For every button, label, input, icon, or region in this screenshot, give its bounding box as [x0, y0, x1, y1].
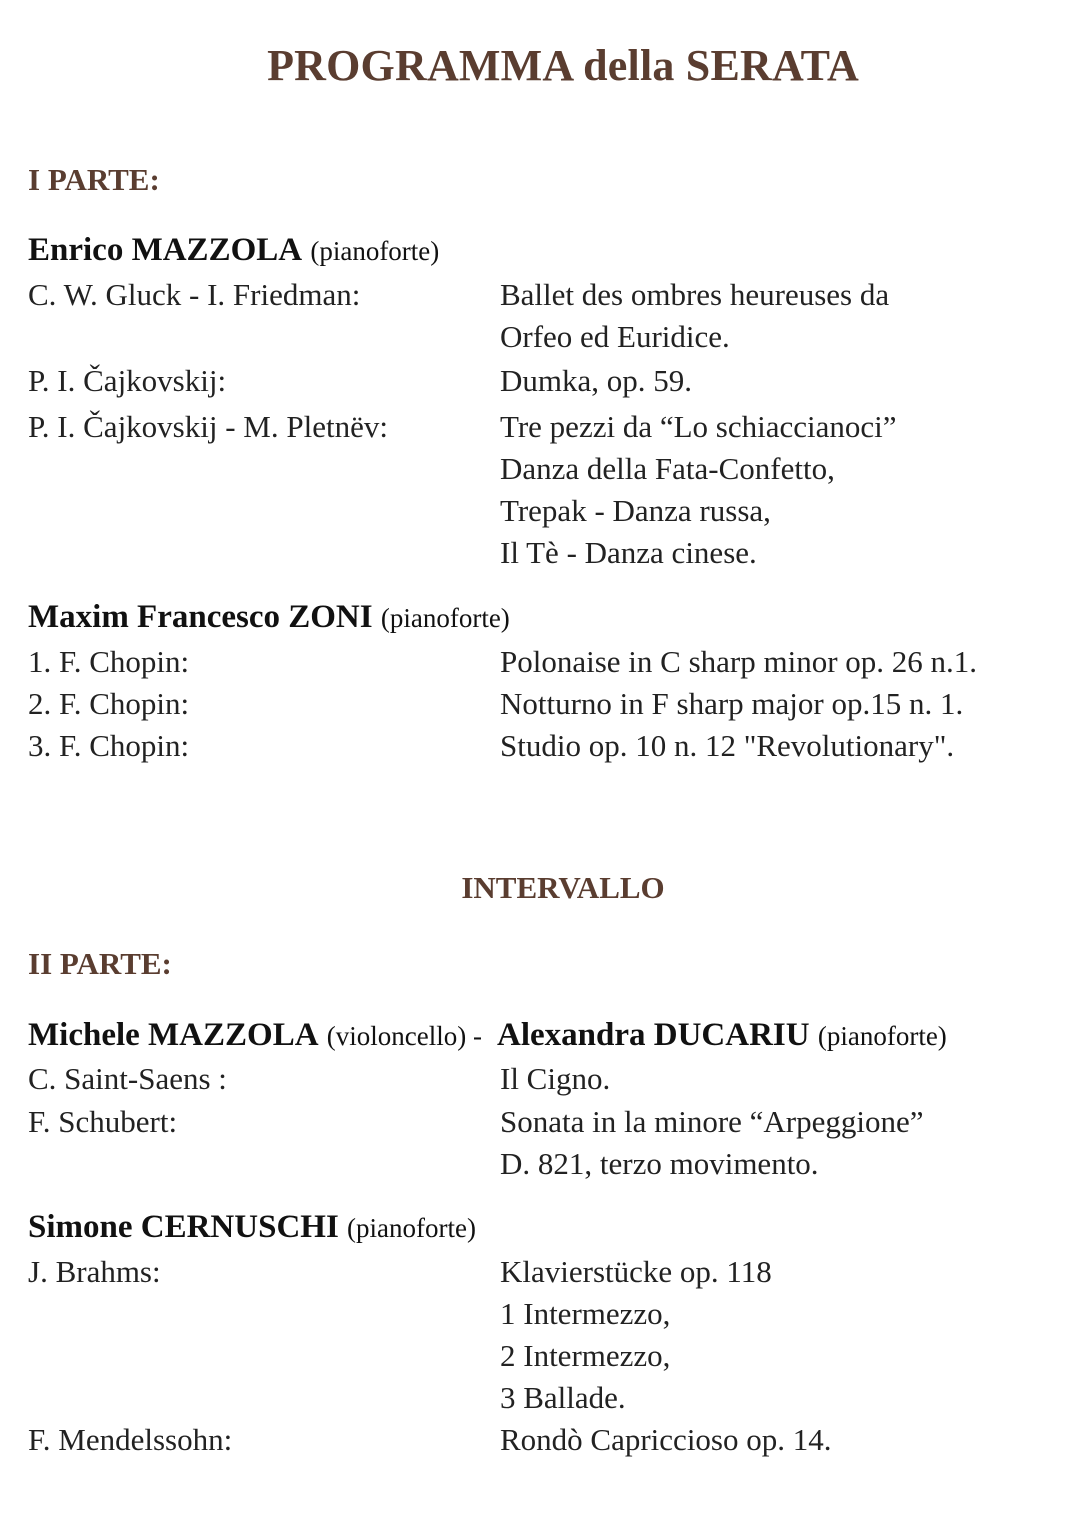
composer: F. Mendelssohn: — [28, 1422, 233, 1457]
performer-name: Michele MAZZOLA — [28, 1017, 319, 1053]
work-line: 2 Intermezzo, — [500, 1338, 671, 1373]
part1-heading: I PARTE: — [28, 162, 160, 197]
works — [500, 274, 889, 358]
works — [500, 683, 963, 725]
work-line: Notturno in F sharp major op.15 n. 1. — [500, 686, 964, 721]
interval-heading: INTERVALLO — [461, 870, 665, 905]
work-line: 3 Ballade. — [500, 1380, 626, 1415]
works — [500, 1251, 772, 1419]
works — [500, 1058, 610, 1100]
composer: J. Brahms: — [28, 1254, 161, 1289]
composer: P. I. Čajkovskij - M. Pletnëv: — [28, 409, 388, 444]
composer: 1. F. Chopin: — [28, 644, 190, 679]
works — [500, 725, 954, 767]
work-line: Ballet des ombres heureuses da — [500, 277, 890, 312]
work-line: D. 821, terzo movimento. — [500, 1146, 819, 1181]
performer-name: Maxim Francesco ZONI — [28, 599, 373, 635]
work-line: Tre pezzi da “Lo schiaccianoci” — [500, 409, 897, 444]
composer: F. Schubert: — [28, 1104, 178, 1139]
performer-enrico-mazzola — [28, 232, 439, 269]
work-line: Il Tè - Danza cinese. — [500, 535, 757, 570]
composer: 2. F. Chopin: — [28, 686, 190, 721]
performer-name: Enrico MAZZOLA — [28, 232, 303, 268]
composer: C. W. Gluck - I. Friedman: — [28, 277, 361, 312]
performer-instrument: (violoncello) — [326, 1021, 467, 1051]
work-line: Trepak - Danza russa, — [500, 493, 771, 528]
work-line: Danza della Fata-Confetto, — [500, 451, 835, 486]
composer: 3. F. Chopin: — [28, 728, 190, 763]
works — [500, 1101, 924, 1185]
performer-maxim-zoni — [28, 599, 510, 636]
works — [500, 641, 977, 683]
work-line: Il Cigno. — [500, 1061, 611, 1096]
works — [500, 406, 897, 574]
composer: C. Saint-Saens : — [28, 1061, 227, 1096]
performer-name: Simone CERNUSCHI — [28, 1209, 339, 1245]
works — [500, 1419, 832, 1461]
work-line: 1 Intermezzo, — [500, 1296, 671, 1331]
work-line: Klavierstücke op. 118 — [500, 1254, 772, 1289]
works — [500, 360, 692, 402]
work-line: Rondò Capriccioso op. 14. — [500, 1422, 832, 1457]
composer: P. I. Čajkovskij: — [28, 363, 227, 398]
work-line: Polonaise in C sharp minor op. 26 n.1. — [500, 644, 978, 679]
performer-michele-mazzola-alexandra-ducariu — [28, 1017, 947, 1054]
performer-separator: - — [466, 1021, 489, 1051]
work-line: Studio op. 10 n. 12 "Revolutionary". — [500, 728, 955, 763]
performer-instrument-2: (pianoforte) — [817, 1021, 947, 1051]
performer-name-2: Alexandra DUCARIU — [497, 1017, 810, 1053]
performer-instrument: (pianoforte) — [310, 236, 440, 266]
part2-heading: II PARTE: — [28, 946, 172, 981]
work-line: Orfeo ed Euridice. — [500, 319, 730, 354]
performer-instrument: (pianoforte) — [347, 1213, 476, 1243]
performer-simone-cernuschi — [28, 1209, 476, 1246]
work-line: Dumka, op. 59. — [500, 363, 693, 398]
page-title: PROGRAMMA della SERATA — [267, 41, 859, 90]
performer-instrument: (pianoforte) — [380, 603, 510, 633]
work-line: Sonata in la minore “Arpeggione” — [500, 1104, 924, 1139]
